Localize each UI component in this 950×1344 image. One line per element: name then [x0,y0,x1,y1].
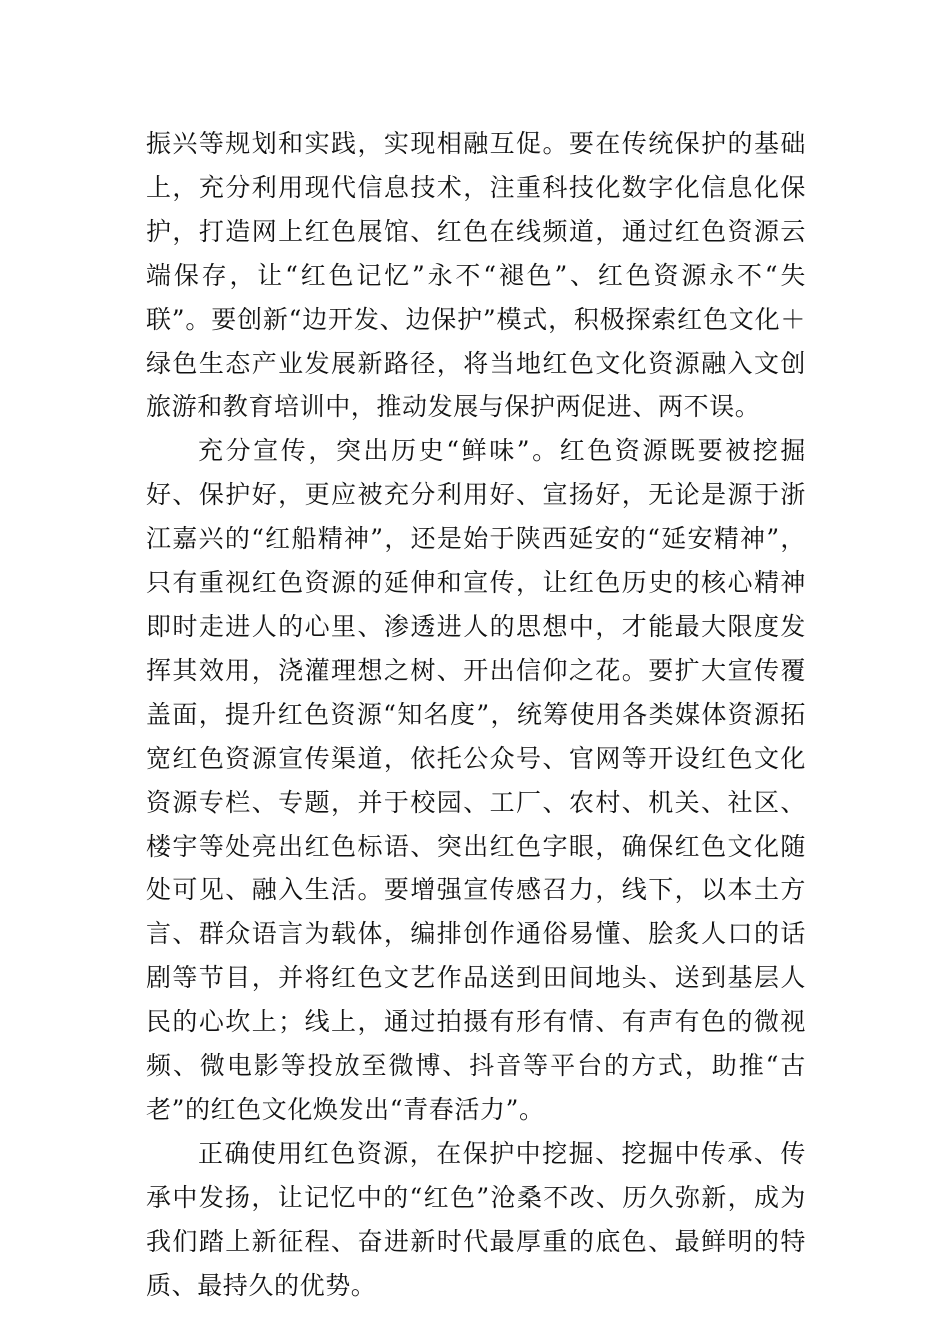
paragraph-publicity: 充分宣传，突出历史“鲜味”。红色资源既要被挖掘好、保护好，更应被充分利用好、宣扬好，无论是源于浙江嘉兴的“红船精神”，还是始于陕西延安的“延安精神”，只有重视红色资源的延伸和宣传，让红色历史的核心精神即时走进人的心里、渗透进人的思想中，才能最大限度发挥其效用，浇灌理想之树、开出信仰之花。要扩大宣传覆盖面，提升红色资源“知名度”，统筹使用各类媒体资源拓宽红色资源宣传渠道，依托公众号、官网等开设红色文化资源专栏、专题，并于校园、工厂、农村、机关、社区、楼宇等处亮出红色标语、突出红色字眼，确保红色文化随处可见、融入生活。要增强宣传感召力，线下，以本土方言、群众语言为载体，编排创作通俗易懂、脍炙人口的话剧等节目，并将红色文艺作品送到田间地头、送到基层人民的心坎上；线上，通过拍摄有形有情、有声有色的微视频、微电影等投放至微博、抖音等平台的方式，助推“古老”的红色文化焕发出“青春活力”。 [146,436,806,1124]
article-body [146,122,806,1307]
paragraph-conclusion: 正确使用红色资源，在保护中挖掘、挖掘中传承、传承中发扬，让记忆中的“红色”沧桑不改、历久弥新，成为我们踏上新征程、奋进新时代最厚重的底色、最鲜明的特质、最持久的优势。 [146,1138,806,1300]
paragraph-continuation: 振兴等规划和实践，实现相融互促。要在传统保护的基础上，充分利用现代信息技术，注重科技化数字化信息化保护，打造网上红色展馆、红色在线频道，通过红色资源云端保存，让“红色记忆”永不“褪色”、红色资源永不“失联”。要创新“边开发、边保护”模式，积极探索红色文化＋绿色生态产业发展新路径，将当地红色文化资源融入文创旅游和教育培训中，推动发展与保护两促进、两不误。 [146,129,806,422]
